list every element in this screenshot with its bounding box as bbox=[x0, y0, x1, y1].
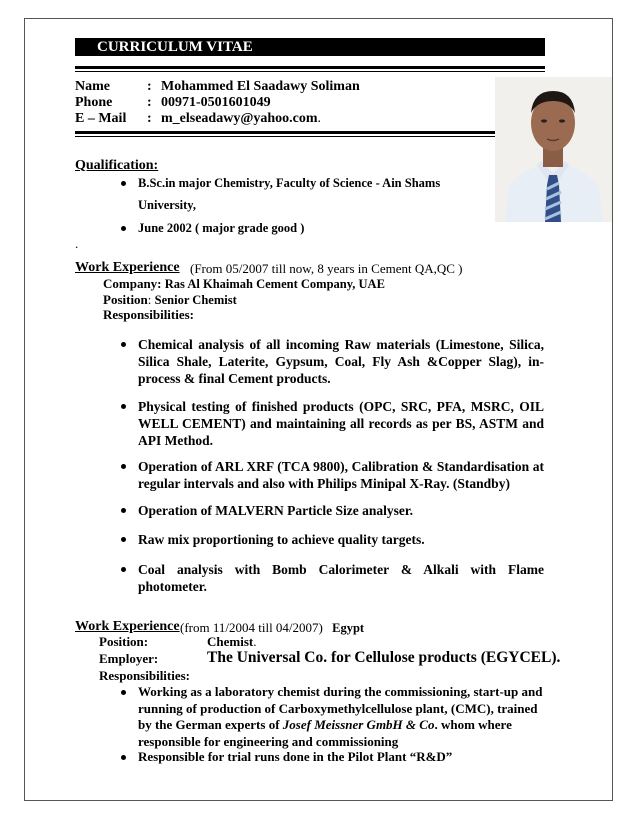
work2-position-dot: . bbox=[253, 634, 257, 649]
bullet bbox=[121, 755, 126, 760]
work2-country: Egypt bbox=[332, 621, 365, 635]
company-label: Company: bbox=[103, 276, 162, 291]
qualification-item: June 2002 ( major grade good ) bbox=[138, 221, 305, 235]
bullet bbox=[121, 404, 126, 409]
work1-duty: Coal analysis with Bomb Calorimeter & Alkali with Flame photometer. bbox=[138, 562, 544, 594]
work1-heading: Work Experience bbox=[75, 260, 180, 275]
work2-position-value-row bbox=[207, 634, 256, 650]
work2-duty1-part1: Working as a laboratory chemist during the commissioning, start-up and running of production of Carboxymethylcellulose plant, (CMC), trained by the German experts of bbox=[138, 684, 543, 732]
phone-value: 00971-0501601049 bbox=[161, 95, 271, 110]
work1-company-row bbox=[103, 276, 385, 292]
work1-duty: Raw mix proportioning to achieve quality targets. bbox=[138, 532, 425, 547]
qualification-heading: Qualification: bbox=[75, 158, 159, 173]
bullet bbox=[121, 181, 126, 186]
work2-position-value: Chemist bbox=[207, 634, 254, 649]
work1-note: (From 05/2007 till now, 8 years in Cement QA,QC ) bbox=[190, 261, 463, 276]
bullet bbox=[121, 226, 126, 231]
work1-responsibilities-label: Responsibilities: bbox=[103, 307, 195, 322]
work1-duty: Physical testing of finished products (OPC, SRC, PFA, MSRC, OIL WELL CEMENT) and maintaining all records as per BS, ASTM and API Method. bbox=[138, 399, 544, 448]
contact-rule-thin bbox=[75, 136, 495, 137]
qualification-item: B.Sc.in major Chemistry, Faculty of Science - Ain Shams bbox=[138, 176, 441, 190]
colon: : bbox=[147, 111, 152, 126]
work2-duty1-italic: Josef Meissner GmbH & Co bbox=[282, 717, 435, 732]
profile-photo bbox=[495, 77, 612, 222]
work2-duty1-part2: . whom where responsible for engineering and commissioning bbox=[138, 717, 512, 749]
profile-photo-svg bbox=[495, 77, 612, 222]
company-value: Ras Al Khaimah Cement Company, UAE bbox=[164, 277, 385, 291]
contact-block bbox=[75, 79, 495, 129]
work1-duty: Operation of ARL XRF (TCA 9800), Calibration & Standardisation at regular intervals and also with Philips Minipal X-Ray. (Standby) bbox=[138, 459, 544, 491]
contact-rule-thick bbox=[75, 131, 495, 134]
email-suffix: . bbox=[317, 111, 322, 126]
position-sep: : bbox=[147, 292, 152, 307]
name-label: Name bbox=[75, 79, 110, 94]
name-value: Mohammed El Saadawy Soliman bbox=[161, 79, 360, 94]
top-rule-thick bbox=[75, 66, 545, 69]
position-value: Senior Chemist bbox=[154, 293, 237, 307]
colon: : bbox=[147, 95, 152, 110]
email-label: E – Mail bbox=[75, 111, 127, 126]
email-value-wrap bbox=[161, 111, 321, 127]
bullet bbox=[121, 464, 126, 469]
work2-position-label: Position: bbox=[99, 634, 149, 649]
work1-duty: Operation of MALVERN Particle Size analyser. bbox=[138, 503, 413, 518]
phone-label: Phone bbox=[75, 95, 113, 110]
work2-duty: Responsible for trial runs done in the Pilot Plant “R&D” bbox=[138, 749, 453, 764]
colon: : bbox=[147, 79, 152, 94]
work2-note: (from 11/2004 till 04/2007) bbox=[180, 620, 323, 635]
work2-employer-value: The Universal Co. for Cellulose products (EGYCEL). bbox=[207, 649, 561, 666]
work1-duty: Chemical analysis of all incoming Raw materials (Limestone, Silica, Silica Shale, Laterite, Gypsum, Coal, Fly Ash &Copper Slag), in-process & final Cement products. bbox=[138, 337, 544, 386]
position-label: Position bbox=[103, 292, 148, 307]
cv-title: CURRICULUM VITAE bbox=[75, 38, 545, 56]
work2-employer-label: Employer: bbox=[99, 651, 159, 666]
bullet bbox=[121, 690, 126, 695]
bullet bbox=[121, 508, 126, 513]
work2-duty bbox=[138, 684, 548, 750]
work2-responsibilities-label: Responsibilities: bbox=[99, 668, 191, 683]
stray-period: . bbox=[75, 236, 79, 251]
bullet bbox=[121, 342, 126, 347]
qualification-item: University, bbox=[138, 198, 196, 212]
bullet bbox=[121, 567, 126, 572]
work1-position-row bbox=[103, 292, 237, 308]
bullet bbox=[121, 537, 126, 542]
email-value[interactable]: m_elseadawy@yahoo.com bbox=[161, 111, 318, 126]
top-rule-thin bbox=[75, 71, 545, 72]
work2-heading: Work Experience bbox=[75, 619, 180, 634]
